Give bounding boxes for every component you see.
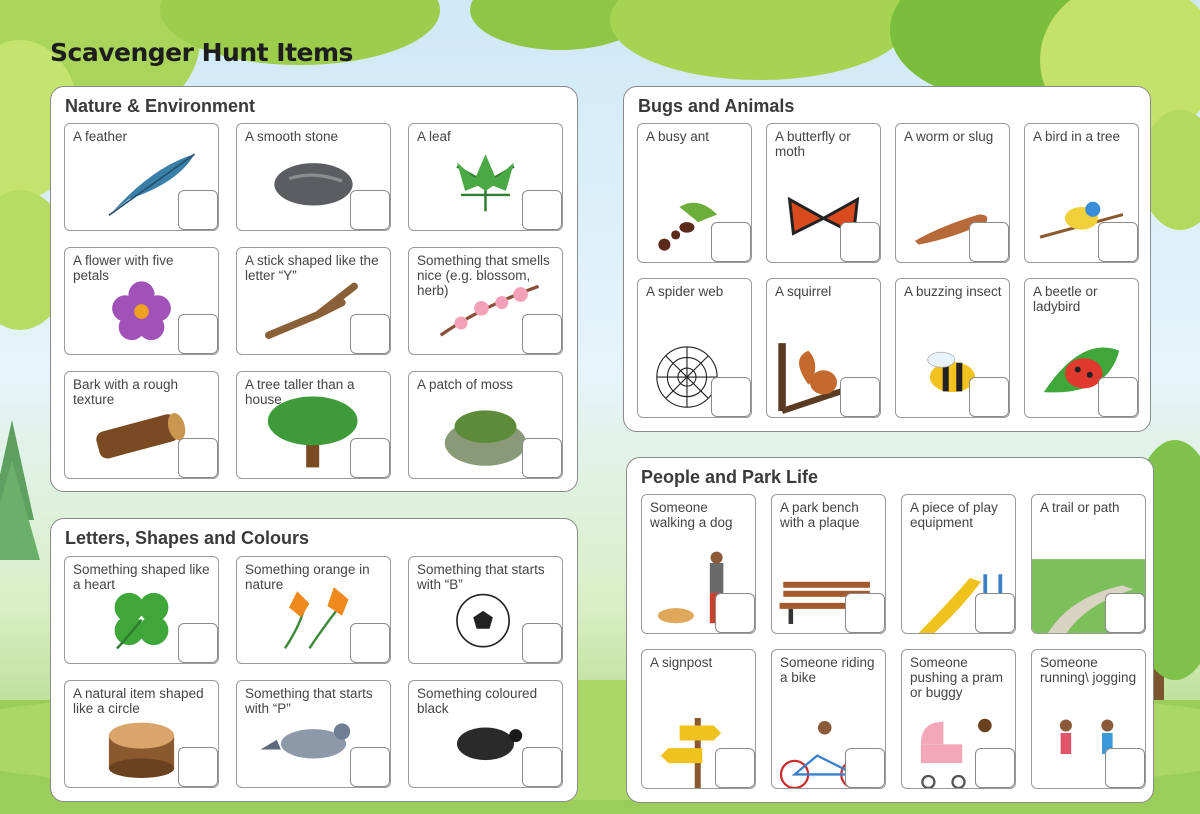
item-checkbox[interactable] bbox=[178, 190, 218, 230]
item-label: Something that smells nice (e.g. blossom, herb) bbox=[417, 253, 550, 298]
item-label: Something that starts with “P” bbox=[245, 686, 373, 716]
item-label: A leaf bbox=[417, 129, 451, 144]
item-label: Someone walking a dog bbox=[650, 500, 733, 530]
item-checkbox[interactable] bbox=[1105, 748, 1145, 788]
item-checkbox[interactable] bbox=[178, 438, 218, 478]
item-checkbox[interactable] bbox=[522, 623, 562, 663]
item-checkbox[interactable] bbox=[522, 438, 562, 478]
scavenger-item-card bbox=[408, 556, 563, 664]
scavenger-item-card bbox=[236, 680, 391, 788]
item-label: A patch of moss bbox=[417, 377, 514, 392]
item-label: A spider web bbox=[646, 284, 724, 299]
scavenger-item-card bbox=[408, 680, 563, 788]
item-checkbox[interactable] bbox=[975, 593, 1015, 633]
item-checkbox[interactable] bbox=[1105, 593, 1145, 633]
scavenger-item-card bbox=[766, 123, 881, 263]
page-title: Scavenger Hunt Items bbox=[50, 38, 353, 67]
item-checkbox[interactable] bbox=[715, 593, 755, 633]
section-title: Bugs and Animals bbox=[638, 96, 795, 116]
scavenger-item-card bbox=[236, 247, 391, 355]
scavenger-item-card bbox=[637, 278, 752, 418]
scavenger-item-card bbox=[641, 649, 756, 789]
item-label: A tree taller than a house bbox=[245, 377, 355, 407]
item-checkbox[interactable] bbox=[350, 314, 390, 354]
item-label: A signpost bbox=[650, 655, 713, 670]
item-label: Something coloured black bbox=[417, 686, 538, 716]
item-checkbox[interactable] bbox=[350, 190, 390, 230]
item-label: A flower with five petals bbox=[73, 253, 174, 283]
item-checkbox[interactable] bbox=[840, 377, 880, 417]
scavenger-item-card bbox=[236, 556, 391, 664]
scavenger-item-card bbox=[901, 494, 1016, 634]
section-title: Nature & Environment bbox=[65, 96, 256, 116]
scavenger-item-card bbox=[1031, 649, 1146, 789]
item-label: Someone pushing a pram or buggy bbox=[910, 655, 1004, 700]
scavenger-item-card bbox=[64, 371, 219, 479]
item-checkbox[interactable] bbox=[715, 748, 755, 788]
item-checkbox[interactable] bbox=[350, 623, 390, 663]
item-label: A squirrel bbox=[775, 284, 832, 299]
item-checkbox[interactable] bbox=[975, 748, 1015, 788]
scavenger-item-card bbox=[1024, 278, 1139, 418]
item-checkbox[interactable] bbox=[178, 747, 218, 787]
scavenger-item-card bbox=[408, 371, 563, 479]
scavenger-item-card bbox=[64, 123, 219, 231]
item-label: A busy ant bbox=[646, 129, 710, 144]
item-checkbox[interactable] bbox=[522, 747, 562, 787]
scavenger-item-card bbox=[236, 123, 391, 231]
item-label: A bird in a tree bbox=[1033, 129, 1121, 144]
item-label: A worm or slug bbox=[904, 129, 994, 144]
item-checkbox[interactable] bbox=[178, 314, 218, 354]
item-label: A stick shaped like the letter “Y” bbox=[245, 253, 379, 283]
section-title: People and Park Life bbox=[641, 467, 819, 487]
scavenger-item-card bbox=[64, 680, 219, 788]
item-label: A buzzing insect bbox=[904, 284, 1002, 299]
item-checkbox[interactable] bbox=[969, 377, 1009, 417]
scavenger-item-card bbox=[408, 247, 563, 355]
item-label: A beetle or ladybird bbox=[1033, 284, 1098, 314]
scavenger-item-card bbox=[771, 494, 886, 634]
scavenger-item-card bbox=[771, 649, 886, 789]
item-label: A butterfly or moth bbox=[775, 129, 851, 159]
item-checkbox[interactable] bbox=[969, 222, 1009, 262]
item-label: Something shaped like a heart bbox=[73, 562, 210, 592]
scavenger-item-card bbox=[637, 123, 752, 263]
item-checkbox[interactable] bbox=[178, 623, 218, 663]
item-checkbox[interactable] bbox=[845, 593, 885, 633]
item-checkbox[interactable] bbox=[845, 748, 885, 788]
item-label: A feather bbox=[73, 129, 128, 144]
scavenger-item-card bbox=[895, 123, 1010, 263]
item-checkbox[interactable] bbox=[350, 747, 390, 787]
item-checkbox[interactable] bbox=[522, 314, 562, 354]
item-label: Someone riding a bike bbox=[780, 655, 875, 685]
item-checkbox[interactable] bbox=[1098, 377, 1138, 417]
scavenger-item-card bbox=[766, 278, 881, 418]
item-label: A piece of play equipment bbox=[910, 500, 998, 530]
scavenger-item-card bbox=[64, 247, 219, 355]
item-label: A park bench with a plaque bbox=[780, 500, 860, 530]
item-label: A smooth stone bbox=[245, 129, 339, 144]
scavenger-item-card bbox=[901, 649, 1016, 789]
item-label: Bark with a rough texture bbox=[73, 377, 179, 407]
scavenger-item-card bbox=[1031, 494, 1146, 634]
item-label: A natural item shaped like a circle bbox=[73, 686, 204, 716]
item-checkbox[interactable] bbox=[522, 190, 562, 230]
scavenger-item-card bbox=[1024, 123, 1139, 263]
item-checkbox[interactable] bbox=[711, 222, 751, 262]
scavenger-item-card bbox=[64, 556, 219, 664]
item-checkbox[interactable] bbox=[350, 438, 390, 478]
item-label: Something orange in nature bbox=[245, 562, 370, 592]
item-label: A trail or path bbox=[1040, 500, 1120, 515]
item-label: Someone running\ jogging bbox=[1040, 655, 1137, 685]
scavenger-item-card bbox=[408, 123, 563, 231]
scavenger-item-card bbox=[641, 494, 756, 634]
scavenger-item-card bbox=[895, 278, 1010, 418]
scavenger-item-card bbox=[236, 371, 391, 479]
item-checkbox[interactable] bbox=[711, 377, 751, 417]
item-checkbox[interactable] bbox=[1098, 222, 1138, 262]
item-label: Something that starts with “B” bbox=[417, 562, 545, 592]
item-checkbox[interactable] bbox=[840, 222, 880, 262]
section-title: Letters, Shapes and Colours bbox=[65, 528, 310, 548]
